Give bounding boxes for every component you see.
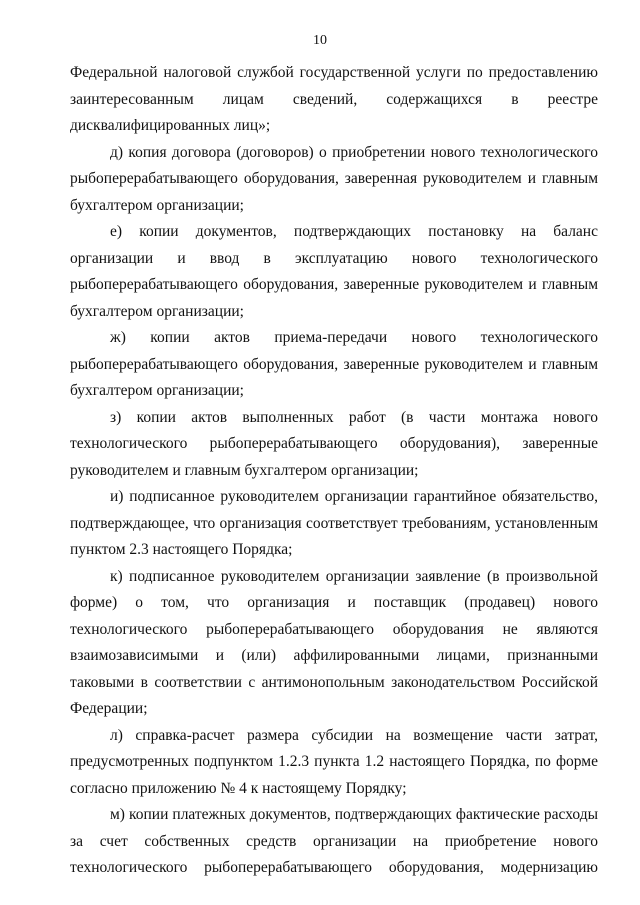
paragraph-item-l: л) справка-расчет размера субсидии на возмещение части затрат, предусмотренных подпунктом 1.2.3 пункта 1.2 настоящего Порядка, по форме согласно приложению № 4 к настоящему Порядку; [70, 726, 598, 797]
paragraph-item-zh: ж) копии актов приема-передачи нового технологического рыбоперерабатывающего оборудования, заверенные руководителем и главным бухгалтером организации; [70, 329, 598, 399]
paragraph-item-z: з) копии актов выполненных работ (в части монтажа нового технологического рыбоперерабатывающего оборудования), заверенные руководителем и главным бухгалтером организации; [70, 408, 598, 479]
paragraph-continuation: Федеральной налоговой службой государственной услуги по предоставлению заинтересованным лицам сведений, содержащихся в реестре дисквалифицированных лиц»; [70, 64, 598, 134]
paragraph-item-k: к) подписанное руководителем организации заявление (в произвольной форме) о том, что организация и поставщик (продавец) нового технологического рыбоперерабатывающего оборудования не являются взаимозависимыми и (или) аффилированными лицами, признанными таковыми в соответствии с антимонопольным законодательством Российской Федерации; [70, 567, 598, 717]
paragraph-item-e: е) копии документов, подтверждающих постановку на баланс организации и ввод в эксплуатацию нового технологического рыбоперерабатывающего оборудования, заверенные руководителем и главным бухгалтером организации; [70, 223, 598, 320]
paragraph-item-d: д) копия договора (договоров) о приобретении нового технологического рыбоперерабатывающего оборудования, заверенная руководителем и главным бухгалтером организации; [70, 143, 598, 214]
paragraph-item-i: и) подписанное руководителем организации гарантийное обязательство, подтверждающее, что организация соответствует требованиям, установленным пунктом 2.3 настоящего Порядка; [70, 488, 598, 558]
paragraph-item-m: м) копии платежных документов, подтверждающих фактические расходы за счет собственных средств организации на приобретение нового технологического рыбоперерабатывающего оборудования, модернизацию [70, 806, 598, 876]
page-number: 10 [313, 33, 327, 48]
document-body [70, 60, 598, 882]
